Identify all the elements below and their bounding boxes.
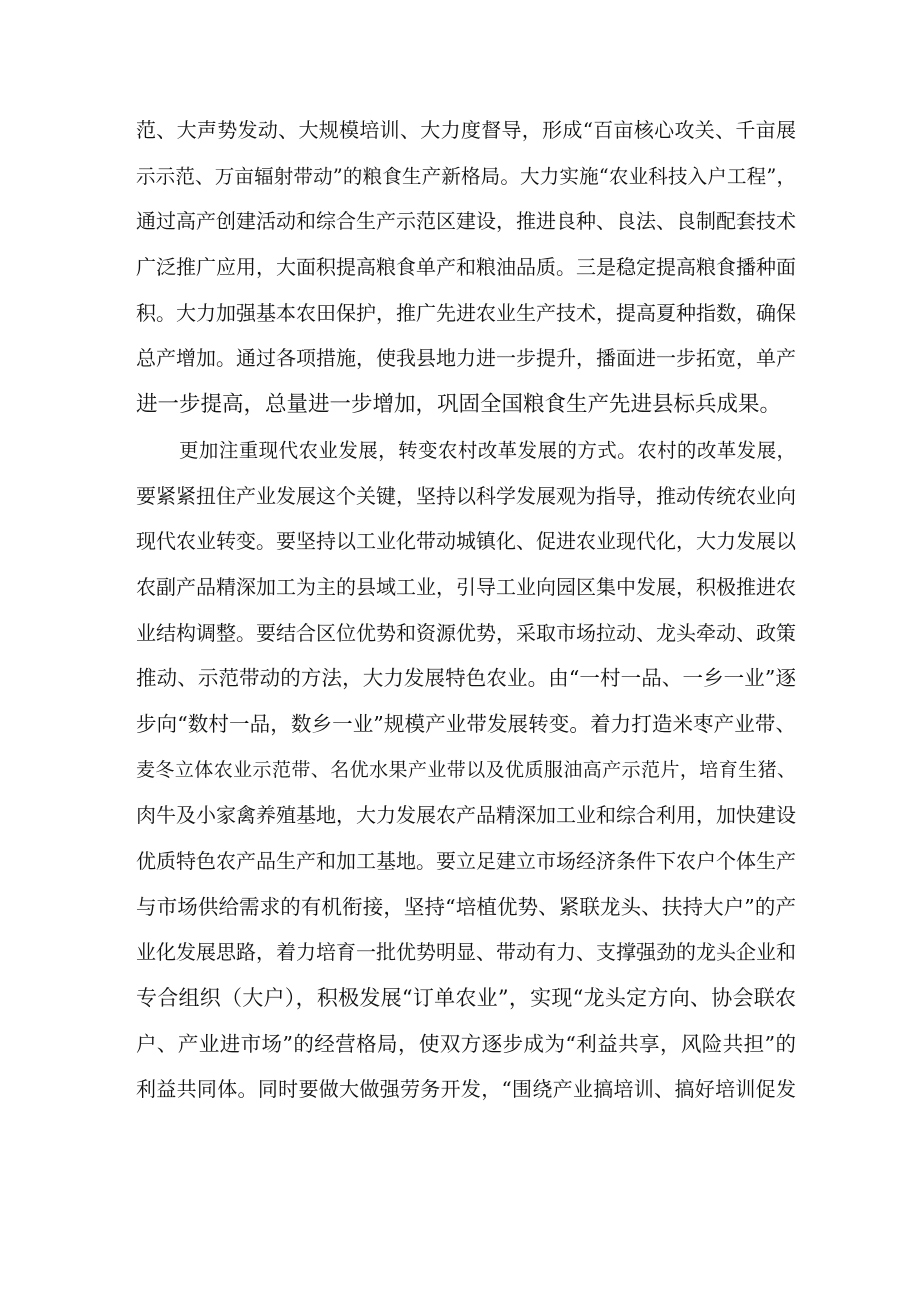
- text-line: 户、产业进市场”的经营格局，使双方逐步成为“利益共享，风险共担”的: [136, 1031, 796, 1056]
- paragraph-first-line: 更加注重现代农业发展，转变农村改革发展的方式。农村的改革发展，: [179, 438, 796, 462]
- text-line: 业结构调整。要结合区位优势和资源优势，采取市场拉动、龙头牵动、政策: [136, 620, 796, 645]
- text-line: 范、大声势发动、大规模培训、大力度督导，形成“百亩核心攻关、千亩展: [136, 118, 796, 142]
- text-line: 利益共同体。同时要做大做强劳务开发，“围绕产业搞培训、搞好培训促发: [136, 1077, 796, 1102]
- text-line: 优质特色农产品生产和加工基地。要立足建立市场经济条件下农户个体生产: [136, 849, 796, 873]
- text-line: 广泛推广应用，大面积提高粮食单产和粮油品质。三是稳定提高粮食播种面: [136, 255, 796, 280]
- text-line: 要紧紧扭住产业发展这个关键，坚持以科学发展观为指导，推动传统农业向: [136, 483, 796, 508]
- text-line: 推动、示范带动的方法，大力发展特色农业。由“一村一品、一乡一业”逐: [136, 666, 796, 691]
- text-line: 积。大力加强基本农田保护，推广先进农业生产技术，提高夏种指数，确保: [136, 300, 796, 325]
- document-body: [136, 108, 796, 1113]
- text-line: 专合组织（大户），积极发展“订单农业”，实现“龙头定方向、协会联农: [136, 986, 796, 1011]
- text-line: 步向“数村一品，数乡一业”规模产业带发展转变。着力打造米枣产业带、: [136, 711, 796, 736]
- text-line: 麦冬立体农业示范带、名优水果产业带以及优质服油高产示范片，培育生猪、: [136, 758, 796, 781]
- text-line: 业化发展思路，着力培育一批优势明显、带动有力、支撑强劲的龙头企业和: [136, 940, 796, 965]
- text-line: 进一步提高，总量进一步增加，巩固全国粮食生产先进县标兵成果。: [136, 392, 782, 418]
- text-line: 与市场供给需求的有机衔接，坚持“培植优势、紧联龙头、扶持大户”的产: [136, 894, 796, 919]
- text-line: 通过高产创建活动和综合生产示范区建设，推进良种、良法、良制配套技术: [136, 209, 796, 234]
- text-line: 现代农业转变。要坚持以工业化带动城镇化、促进农业现代化，大力发展以: [136, 529, 796, 554]
- text-line: 肉牛及小家禽养殖基地，大力发展农产品精深加工业和综合利用，加快建设: [136, 803, 796, 828]
- text-line: 农副产品精深加工为主的县域工业，引导工业向园区集中发展，积极推进农: [136, 574, 796, 599]
- text-line: 示示范、万亩辐射带动”的粮食生产新格局。大力实施“农业科技入户工程”，: [136, 164, 796, 188]
- text-line: 总产增加。通过各项措施，使我县地力进一步提升，播面进一步拓宽，单产: [136, 346, 796, 371]
